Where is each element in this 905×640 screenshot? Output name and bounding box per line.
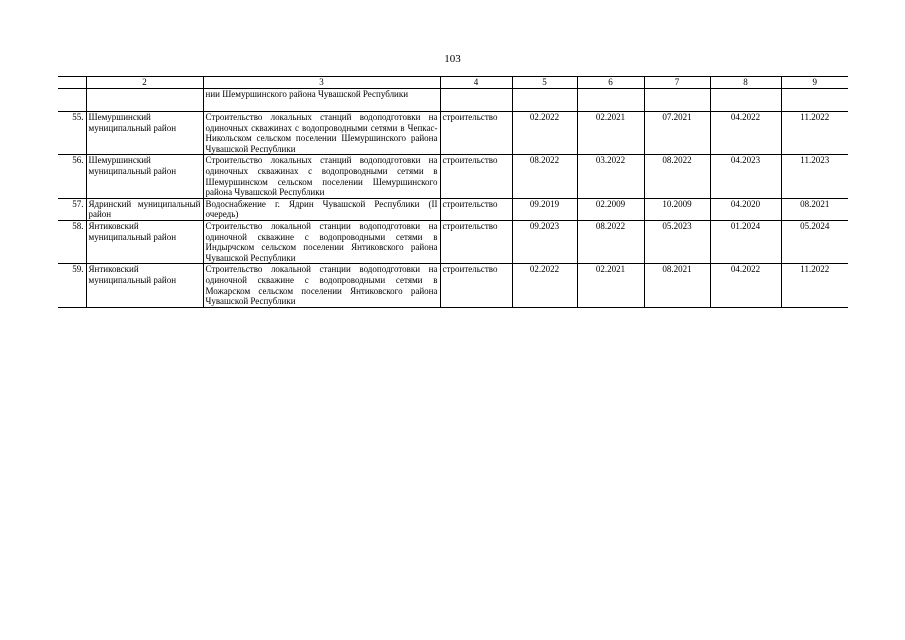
row-number: 56.	[58, 155, 86, 198]
row-number	[58, 89, 86, 112]
column-header: 4	[440, 77, 512, 89]
date-cell: 10.2009	[644, 198, 710, 220]
date-cell: 09.2019	[512, 198, 577, 220]
date-cell: 05.2023	[644, 220, 710, 263]
work-type-cell: строительство	[440, 198, 512, 220]
row-number: 58.	[58, 220, 86, 263]
work-type-cell: строительство	[440, 155, 512, 198]
continuation-row	[58, 89, 848, 112]
date-cell: 09.2023	[512, 220, 577, 263]
date-cell	[512, 89, 577, 112]
date-cell: 02.2009	[577, 198, 644, 220]
table-row	[58, 112, 848, 155]
date-cell	[710, 89, 781, 112]
district-cell	[86, 89, 203, 112]
date-cell: 08.2021	[781, 198, 848, 220]
date-cell: 04.2023	[710, 155, 781, 198]
column-header: 5	[512, 77, 577, 89]
date-cell: 11.2023	[781, 155, 848, 198]
column-header: 2	[86, 77, 203, 89]
date-cell: 05.2024	[781, 220, 848, 263]
table-row	[58, 198, 848, 220]
table-row	[58, 264, 848, 307]
column-number-header-row	[58, 77, 848, 89]
date-cell: 08.2022	[577, 220, 644, 263]
date-cell	[781, 89, 848, 112]
column-header: 8	[710, 77, 781, 89]
date-cell: 02.2021	[577, 264, 644, 307]
date-cell: 11.2022	[781, 112, 848, 155]
date-cell: 04.2020	[710, 198, 781, 220]
date-cell: 03.2022	[577, 155, 644, 198]
date-cell: 01.2024	[710, 220, 781, 263]
object-cell: Строительство локальных станций водоподготовки на одиночных скважинах с водопроводными сетями в Шемуршинском сельском поселении Шемуршинского района Чувашской Республики	[203, 155, 440, 198]
object-cell: Строительство локальной станции водоподготовки на одиночной скважине с водопроводными сетями в Индырчском сельском поселении Янтиковского района Чувашской Республики	[203, 220, 440, 263]
column-header: 9	[781, 77, 848, 89]
object-cell: Водоснабжение г. Ядрин Чувашской Республики (II очередь)	[203, 198, 440, 220]
date-cell: 04.2022	[710, 264, 781, 307]
object-cell: Строительство локальной станции водоподготовки на одиночной скважине с водопроводными сетями в Можарском сельском поселении Янтиковского района Чувашской Республики	[203, 264, 440, 307]
column-header	[58, 77, 86, 89]
column-header: 7	[644, 77, 710, 89]
work-type-cell: строительство	[440, 112, 512, 155]
work-type-cell: строительство	[440, 264, 512, 307]
date-cell: 11.2022	[781, 264, 848, 307]
object-cell: Строительство локальных станций водоподготовки на одиночных скважинах с водопроводными сетями в Чепкас-Никольском сельском поселении Шемуршинского района Чувашской Республики	[203, 112, 440, 155]
date-cell: 02.2022	[512, 112, 577, 155]
row-number: 57.	[58, 198, 86, 220]
date-cell	[644, 89, 710, 112]
column-header: 3	[203, 77, 440, 89]
table-row	[58, 155, 848, 198]
date-cell: 08.2022	[512, 155, 577, 198]
row-number: 55.	[58, 112, 86, 155]
date-cell: 07.2021	[644, 112, 710, 155]
district-cell: Шемуршинский муниципальный район	[86, 112, 203, 155]
date-cell: 08.2022	[644, 155, 710, 198]
table-row	[58, 220, 848, 263]
column-header: 6	[577, 77, 644, 89]
object-cell: нии Шемуршинского района Чувашской Республики	[203, 89, 440, 112]
date-cell: 04.2022	[710, 112, 781, 155]
work-type-cell	[440, 89, 512, 112]
date-cell: 02.2022	[512, 264, 577, 307]
date-cell: 02.2021	[577, 112, 644, 155]
date-cell: 08.2021	[644, 264, 710, 307]
page-number: 103	[444, 53, 461, 65]
construction-schedule-table	[58, 76, 848, 308]
work-type-cell: строительство	[440, 220, 512, 263]
row-number: 59.	[58, 264, 86, 307]
district-cell: Ядринский муниципальный район	[86, 198, 203, 220]
district-cell: Янтиковский муниципальный район	[86, 264, 203, 307]
district-cell: Янтиковский муниципальный район	[86, 220, 203, 263]
district-cell: Шемуршинский муниципальный район	[86, 155, 203, 198]
date-cell	[577, 89, 644, 112]
